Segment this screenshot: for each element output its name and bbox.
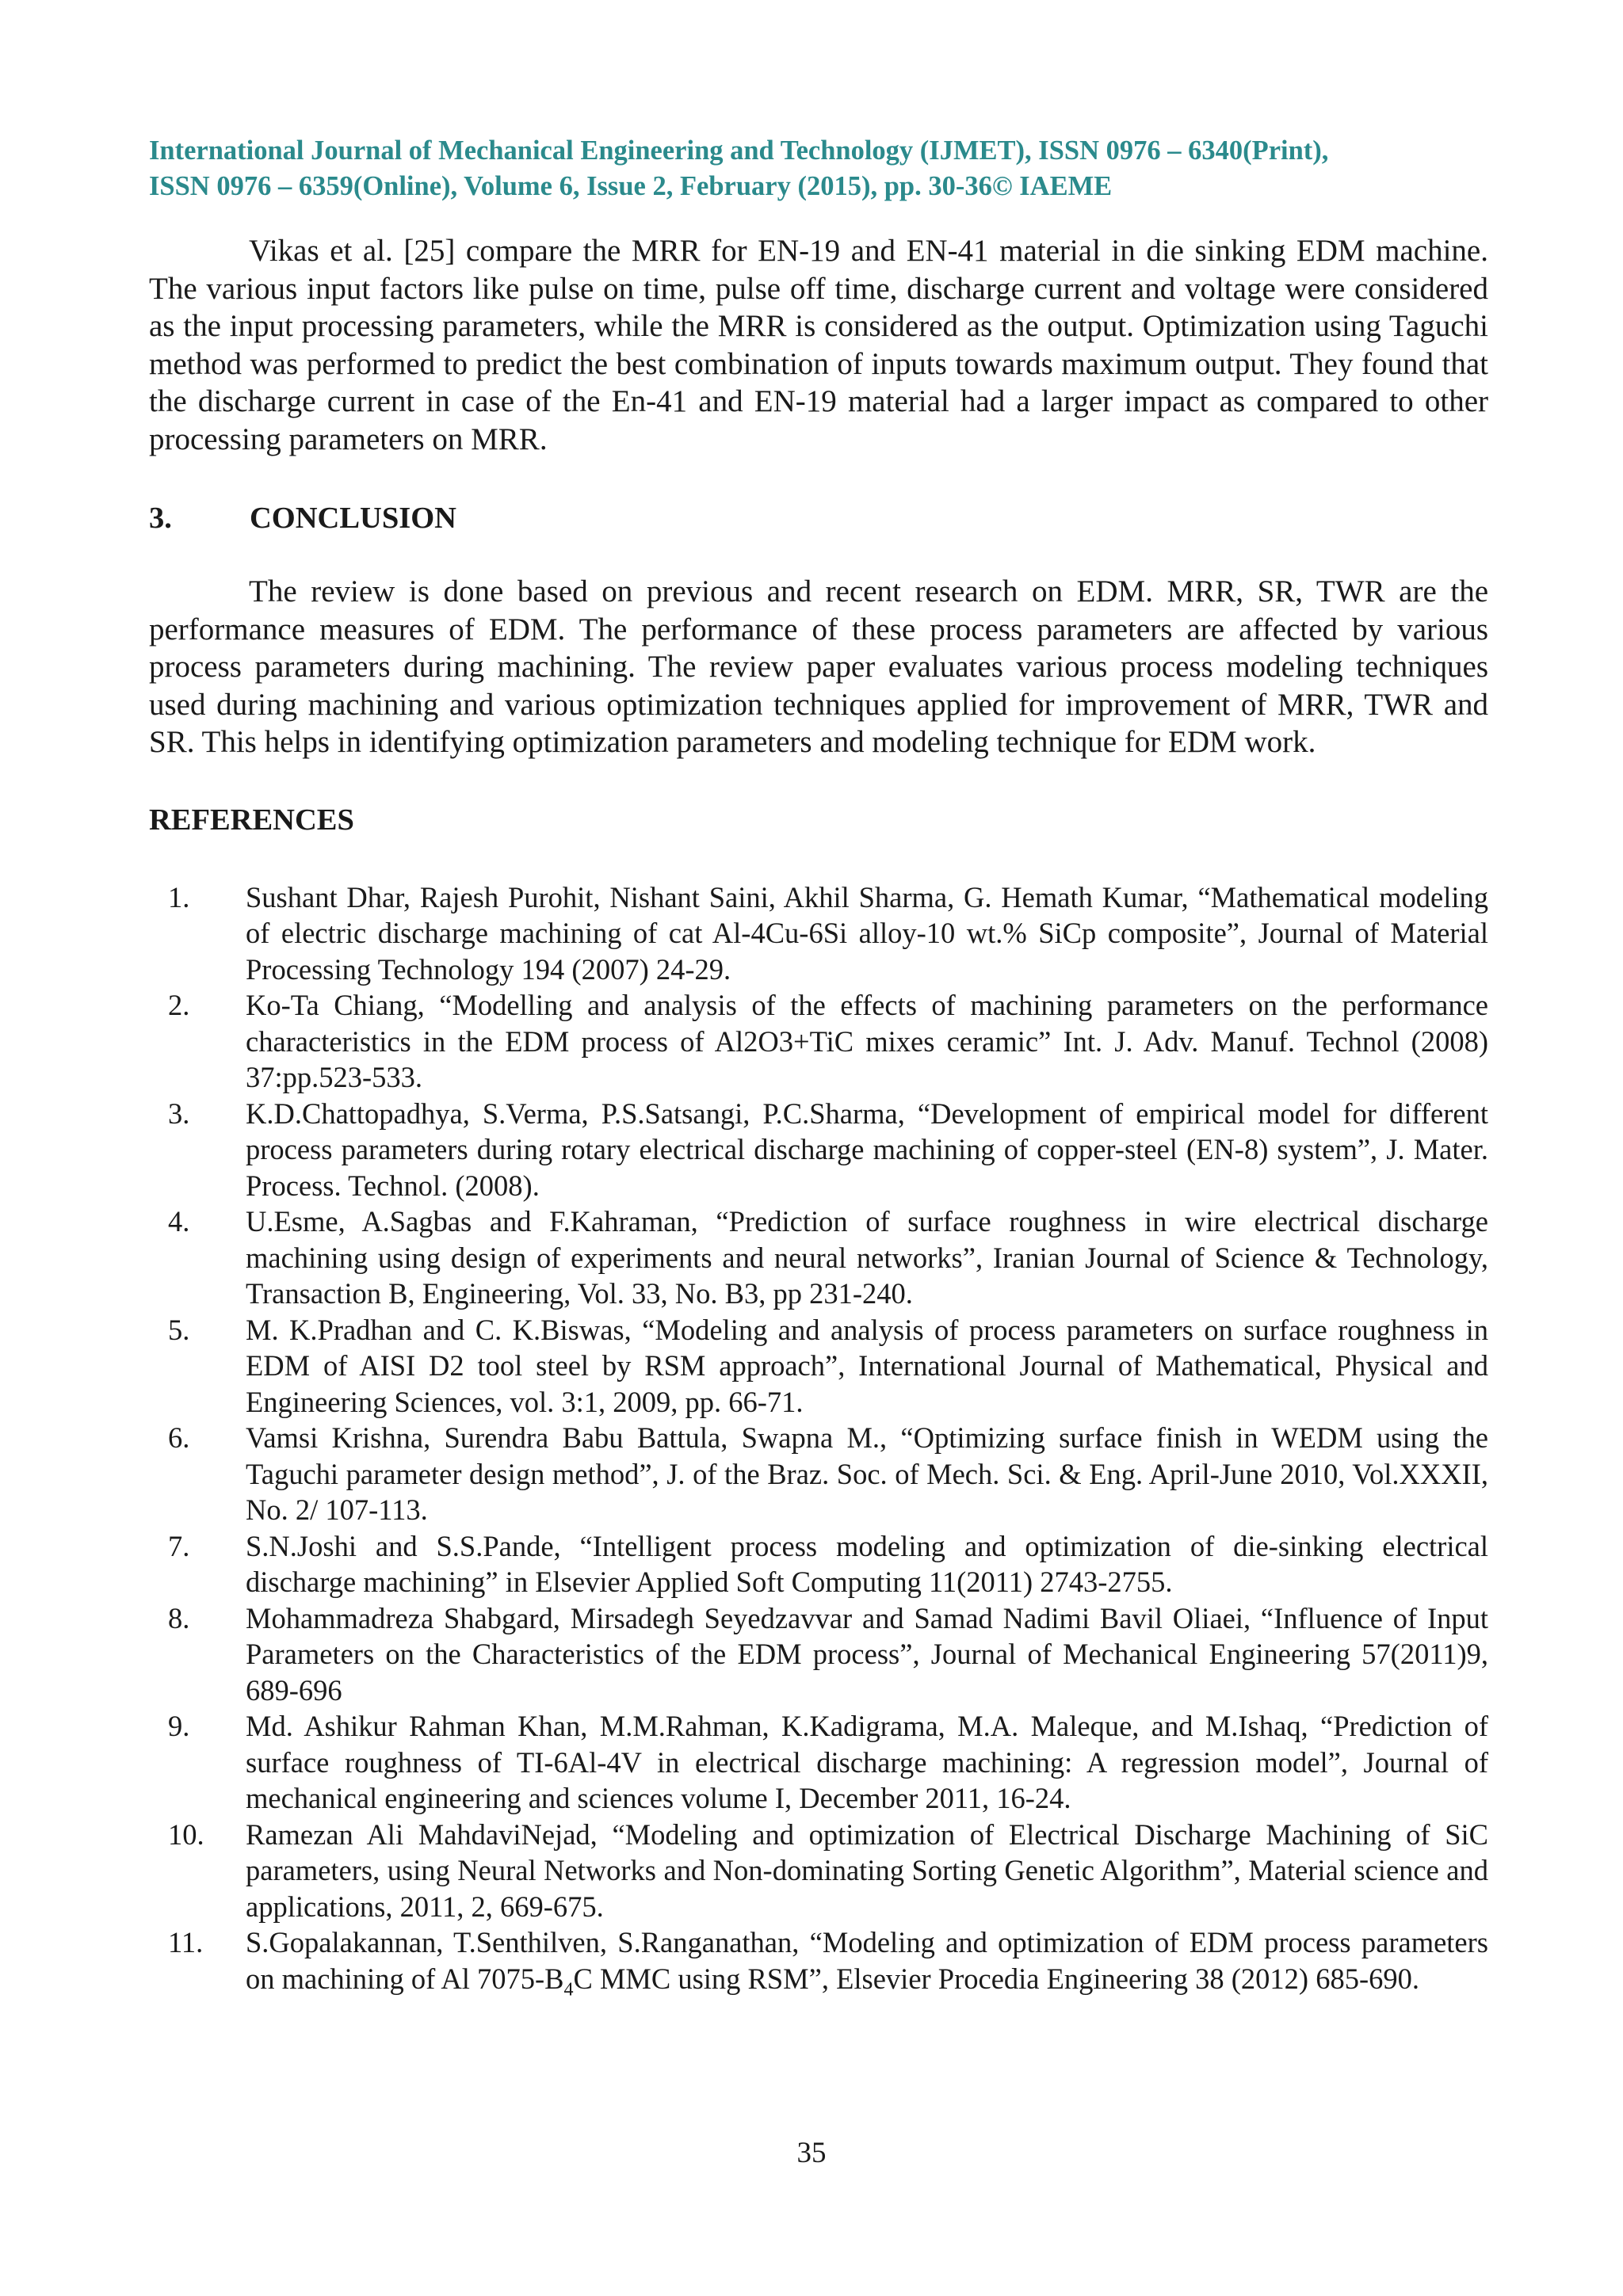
reference-text: Mohammadreza Shabgard, Mirsadegh Seyedzavvar and Samad Nadimi Bavil Oliaei, “Influence of Input Parameters on the Characteristics of the EDM process”, Journal of Mechanical Engineering 57(2011)9, 689-696 — [246, 1601, 1488, 1707]
journal-header — [149, 133, 1488, 204]
reference-text: K.D.Chattopadhya, S.Verma, P.S.Satsangi, P.C.Sharma, “Development of empirical model for different process parameters during rotary electrical discharge machining of copper-steel (EN-8) system”, J. Mater. Process. Technol. (2008). — [246, 1097, 1488, 1202]
reference-number: 7. — [168, 1529, 190, 1562]
reference-item — [149, 1312, 1488, 1421]
reference-number: 11. — [168, 1926, 204, 1958]
reference-number: 1. — [168, 880, 190, 913]
reference-item — [149, 1924, 1488, 2000]
conclusion-paragraph: The review is done based on previous and recent research on EDM. MRR, SR, TWR are the performance measures of EDM. The performance of these process parameters are affected by various process parameters during machining. The review paper evaluates various process modeling techniques used during machining and various optimization techniques applied for improvement of MRR, TWR and SR. This helps in identifying optimization parameters and modeling technique for EDM work. — [149, 574, 1488, 759]
reference-item — [149, 879, 1488, 988]
reference-number: 5. — [168, 1313, 190, 1346]
body-paragraph-vikas: Vikas et al. [25] compare the MRR for EN-19 and EN-41 material in die sinking EDM machine. The various input factors like pulse on time, pulse off time, discharge current and voltage were considered as the input processing parameters, while the MRR is considered as the output. Optimization using Taguchi method was performed to predict the best combination of inputs towards maximum output. They found that the discharge current in case of the En-41 and EN-19 material had a larger impact as compared to other processing parameters on MRR. — [149, 234, 1488, 456]
journal-header-line-2: ISSN 0976 – 6359(Online), Volume 6, Issue 2, February (2015), pp. 30-36© IAEME — [149, 171, 1113, 201]
section-title: CONCLUSION — [250, 502, 456, 535]
reference-text: U.Esme, A.Sagbas and F.Kahraman, “Prediction of surface roughness in wire electrical discharge machining using design of experiments and neural networks”, Iranian Journal of Science & Technology, Transaction B, Engineering, Vol. 33, No. B3, pp 231-240. — [246, 1205, 1488, 1310]
reference-text: Sushant Dhar, Rajesh Purohit, Nishant Saini, Akhil Sharma, G. Hemath Kumar, “Mathematical modeling of electric discharge machining of cat Al-4Cu-6Si alloy-10 wt.% SiCp composite”, Journal of Material Processing Technology 194 (2007) 24-29. — [246, 880, 1488, 986]
reference-text: M. K.Pradhan and C. K.Biswas, “Modeling and analysis of process parameters on surface roughness in EDM of AISI D2 tool steel by RSM approach”, International Journal of Mathematical, Physical and Engineering Sciences, vol. 3:1, 2009, pp. 66-71. — [246, 1313, 1488, 1418]
reference-text: Ramezan Ali MahdaviNejad, “Modeling and optimization of Electrical Discharge Machining of SiC parameters, using Neural Networks and Non-dominating Sorting Genetic Algorithm”, Material science and applications, 2011, 2, 669-675. — [246, 1817, 1488, 1923]
reference-text: Md. Ashikur Rahman Khan, M.M.Rahman, K.Kadigrama, M.A. Maleque, and M.Ishaq, “Prediction of surface roughness of TI-6Al-4V in electrical discharge machining: A regression model”, Journal of mechanical engineering and sciences volume I, December 2011, 16-24. — [246, 1710, 1488, 1814]
reference-number: 8. — [168, 1601, 190, 1634]
page-number: 35 — [796, 2137, 827, 2169]
reference-text-part: S.Gopalakannan, T.Senthilven, S.Ranganathan, “Modeling and optimization of EDM process parameters on machining of Al 7075-B — [246, 1926, 1488, 1995]
reference-number: 4. — [168, 1205, 190, 1238]
reference-number: 10. — [168, 1817, 204, 1851]
section-heading-conclusion — [149, 500, 1488, 536]
reference-text: Vamsi Krishna, Surendra Babu Battula, Swapna M., “Optimizing surface finish in WEDM using the Taguchi parameter design method”, J. of the Braz. Soc. of Mech. Sci. & Eng. April-June 2010, Vol.XXXII, No. 2/ 107-113. — [246, 1421, 1488, 1526]
reference-item — [149, 987, 1488, 1096]
reference-number: 6. — [168, 1421, 190, 1454]
reference-item — [149, 1528, 1488, 1600]
reference-text — [246, 1924, 1488, 2000]
references-heading: REFERENCES — [149, 803, 354, 837]
reference-item — [149, 1203, 1488, 1312]
reference-item — [149, 1817, 1488, 1925]
reference-text-part: C MMC using RSM”, Elsevier Procedia Engineering 38 (2012) 685-690. — [573, 1962, 1419, 1995]
reference-item — [149, 1420, 1488, 1528]
journal-header-line-1: International Journal of Mechanical Engineering and Technology (IJMET), ISSN 0976 – 6340(Print), — [149, 135, 1329, 166]
reference-text: S.N.Joshi and S.S.Pande, “Intelligent process modeling and optimization of die-sinking electrical discharge machining” in Elsevier Applied Soft Computing 11(2011) 2743-2755. — [246, 1529, 1488, 1598]
section-number: 3. — [149, 502, 172, 535]
reference-item — [149, 1708, 1488, 1817]
reference-list — [149, 879, 1488, 2000]
reference-item — [149, 1096, 1488, 1204]
reference-number: 9. — [168, 1710, 190, 1742]
reference-text: Ko-Ta Chiang, “Modelling and analysis of the effects of machining parameters on the performance characteristics in the EDM process of Al2O3+TiC mixes ceramic” Int. J. Adv. Manuf. Technol (2008) 37:pp.523-533. — [246, 989, 1488, 1093]
reference-number: 3. — [168, 1097, 190, 1130]
reference-number: 2. — [168, 989, 190, 1021]
reference-item — [149, 1600, 1488, 1709]
subscript-four: 4 — [563, 1978, 574, 2000]
